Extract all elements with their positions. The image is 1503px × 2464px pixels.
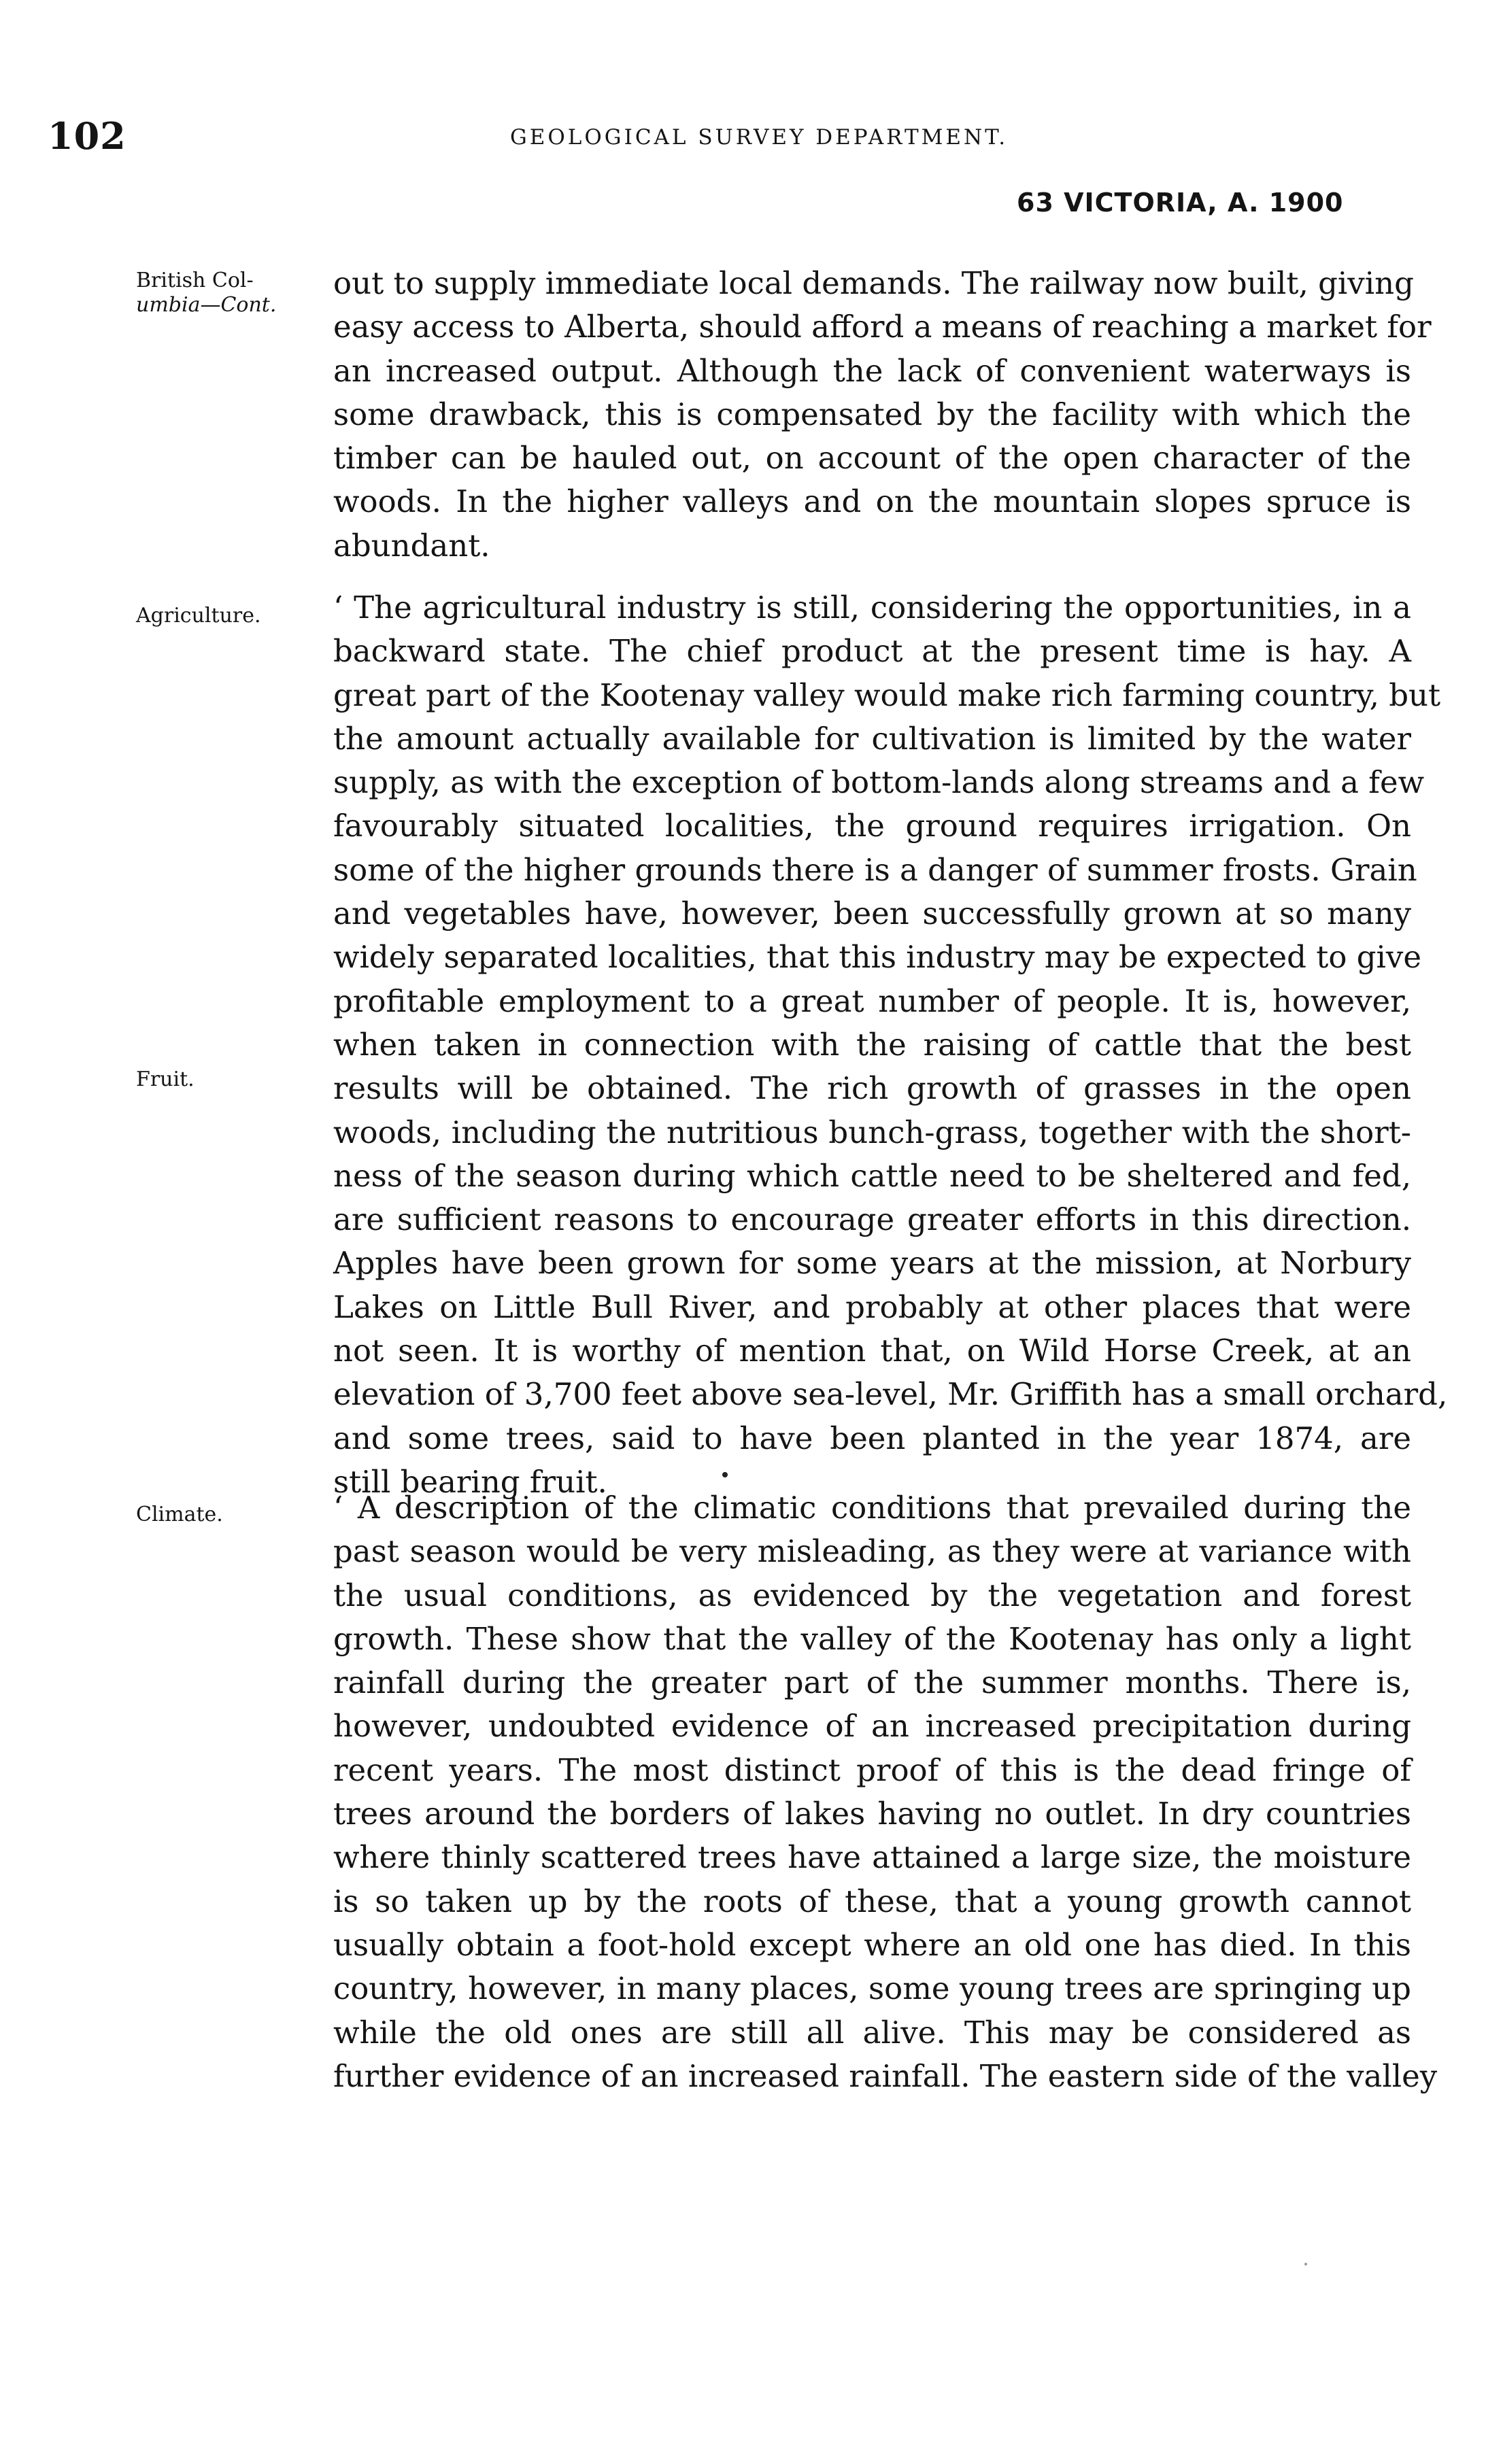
text-line: Apples have been grown for some years at the mission, at Norbury [333,1245,1411,1282]
text-line: and some trees, said to have been planted in the year 1874, are [333,1420,1411,1456]
ink-speck [1304,2263,1307,2265]
text-line: the usual conditions, as evidenced by the vegetation and forest [333,1577,1411,1613]
text-line: while the old ones are still all alive. This may be considered as [333,2014,1411,2051]
text-line: when taken in connection with the raising of cattle that the best [333,1026,1411,1063]
text-line: are sufficient reasons to encourage greater efforts in this direction. [333,1201,1411,1238]
text-line: however, undoubted evidence of an increased precipitation during [333,1708,1411,1745]
text-line: backward state. The chief product at the present time is hay. A [333,633,1411,670]
session-line: 63 VICTORIA, A. 1900 [1017,188,1344,218]
text-line: not seen. It is worthy of mention that, on Wild Horse Creek, at an [333,1333,1411,1369]
text-line: timber can be hauled out, on account of the open character of the [333,440,1411,477]
text-line: out to supply immediate local demands. The railway now built, giving [333,265,1414,301]
text-line: still bearing fruit. [333,1463,607,1500]
text-line: some drawback, this is compensated by the facility with which the [333,396,1411,432]
text-line: profitable employment to a great number of people. It is, however, [333,982,1411,1019]
paragraph-agriculture [333,586,1448,1504]
paragraph-timber [333,262,1432,568]
text-line: woods. In the higher valleys and on the mountain slopes spruce is [333,483,1411,520]
margin-note-climate: Climate. [136,1503,223,1526]
text-line: Lakes on Little Bull River, and probably at other places that were [333,1288,1411,1325]
text-line: recent years. The most distinct proof of this is the dead fringe of [333,1751,1411,1788]
text-line: usually obtain a foot-hold except where an old one has died. In this [333,1926,1411,1963]
text-line: an increased output. Although the lack of convenient waterways is [333,352,1411,389]
text-line: trees around the borders of lakes having no outlet. In dry countries [333,1796,1411,1832]
text-line: where thinly scattered trees have attained a large size, the moisture [333,1839,1411,1876]
text-line: past season would be very misleading, as they were at variance with [333,1533,1411,1570]
margin-note-line: British Col- [136,269,254,292]
text-line: ‘ A description of the climatic conditions that prevailed during the [333,1490,1411,1526]
text-line: the amount actually available for cultivation is limited by the water [333,720,1411,757]
paragraph-climate [333,1486,1438,2098]
text-line: further evidence of an increased rainfall. The eastern side of the valley [333,2057,1438,2094]
running-title: GEOLOGICAL SURVEY DEPARTMENT. [510,125,1009,150]
margin-note-british-columbia [136,269,313,318]
text-line: some of the higher grounds there is a danger of summer frosts. Grain [333,851,1417,888]
text-line: favourably situated localities, the ground requires irrigation. On [333,808,1411,844]
text-line: rainfall during the greater part of the summer months. There is, [333,1664,1411,1701]
text-line: elevation of 3,700 feet above sea-level, Mr. Griffith has a small orchard, [333,1376,1448,1413]
text-line: growth. These show that the valley of the Kootenay has only a light [333,1620,1411,1657]
text-line: country, however, in many places, some young trees are springing up [333,1970,1411,2007]
text-line: woods, including the nutritious bunch-grass, together with the short- [333,1114,1411,1150]
text-line: widely separated localities, that this industry may be expected to give [333,939,1421,976]
text-line: easy access to Alberta, should afford a means of reaching a market for [333,309,1432,345]
margin-note-line: umbia—Cont. [136,293,277,317]
page-number: 102 [48,114,126,158]
text-line: abundant. [333,527,490,564]
text-line: is so taken up by the roots of these, that a young growth cannot [333,1883,1411,1919]
ink-speck [722,1472,728,1477]
text-line: results will be obtained. The rich growth of grasses in the open [333,1070,1411,1107]
margin-note-agriculture: Agriculture. [136,604,261,628]
text-line: and vegetables have, however, been successfully grown at so many [333,895,1411,932]
text-line: supply, as with the exception of bottom-lands along streams and a few [333,764,1425,801]
margin-note-fruit: Fruit. [136,1067,195,1091]
text-line: ‘ The agricultural industry is still, considering the opportunities, in a [333,589,1411,626]
text-line: ness of the season during which cattle need to be sheltered and fed, [333,1157,1411,1194]
text-line: great part of the Kootenay valley would make rich farming country, but [333,677,1441,713]
